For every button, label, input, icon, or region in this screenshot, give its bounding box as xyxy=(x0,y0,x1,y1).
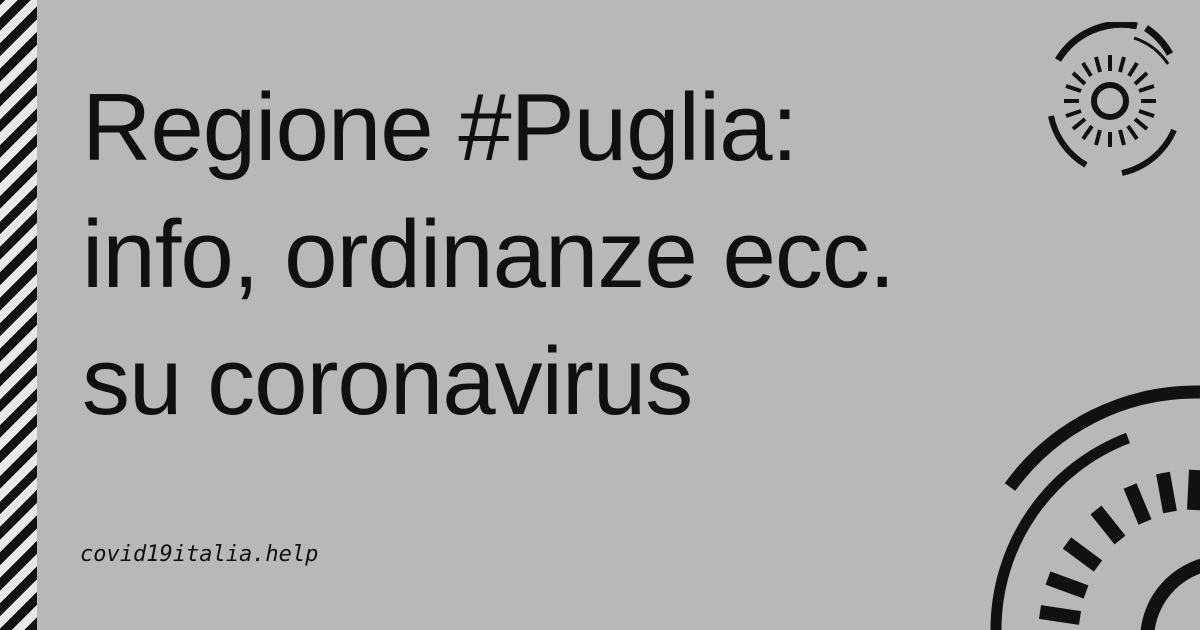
hazard-stripe-bar xyxy=(0,0,37,630)
headline-line-3: su coronavirus xyxy=(82,328,693,435)
site-url: covid19italia.help xyxy=(80,542,319,567)
headline-line-1: Regione #Puglia: xyxy=(82,74,798,181)
headline-line-2: info, ordinanze ecc. xyxy=(82,201,895,308)
virus-emblem-small-icon xyxy=(1040,22,1178,182)
headline xyxy=(82,64,895,445)
virus-emblem-large-icon xyxy=(980,380,1200,630)
